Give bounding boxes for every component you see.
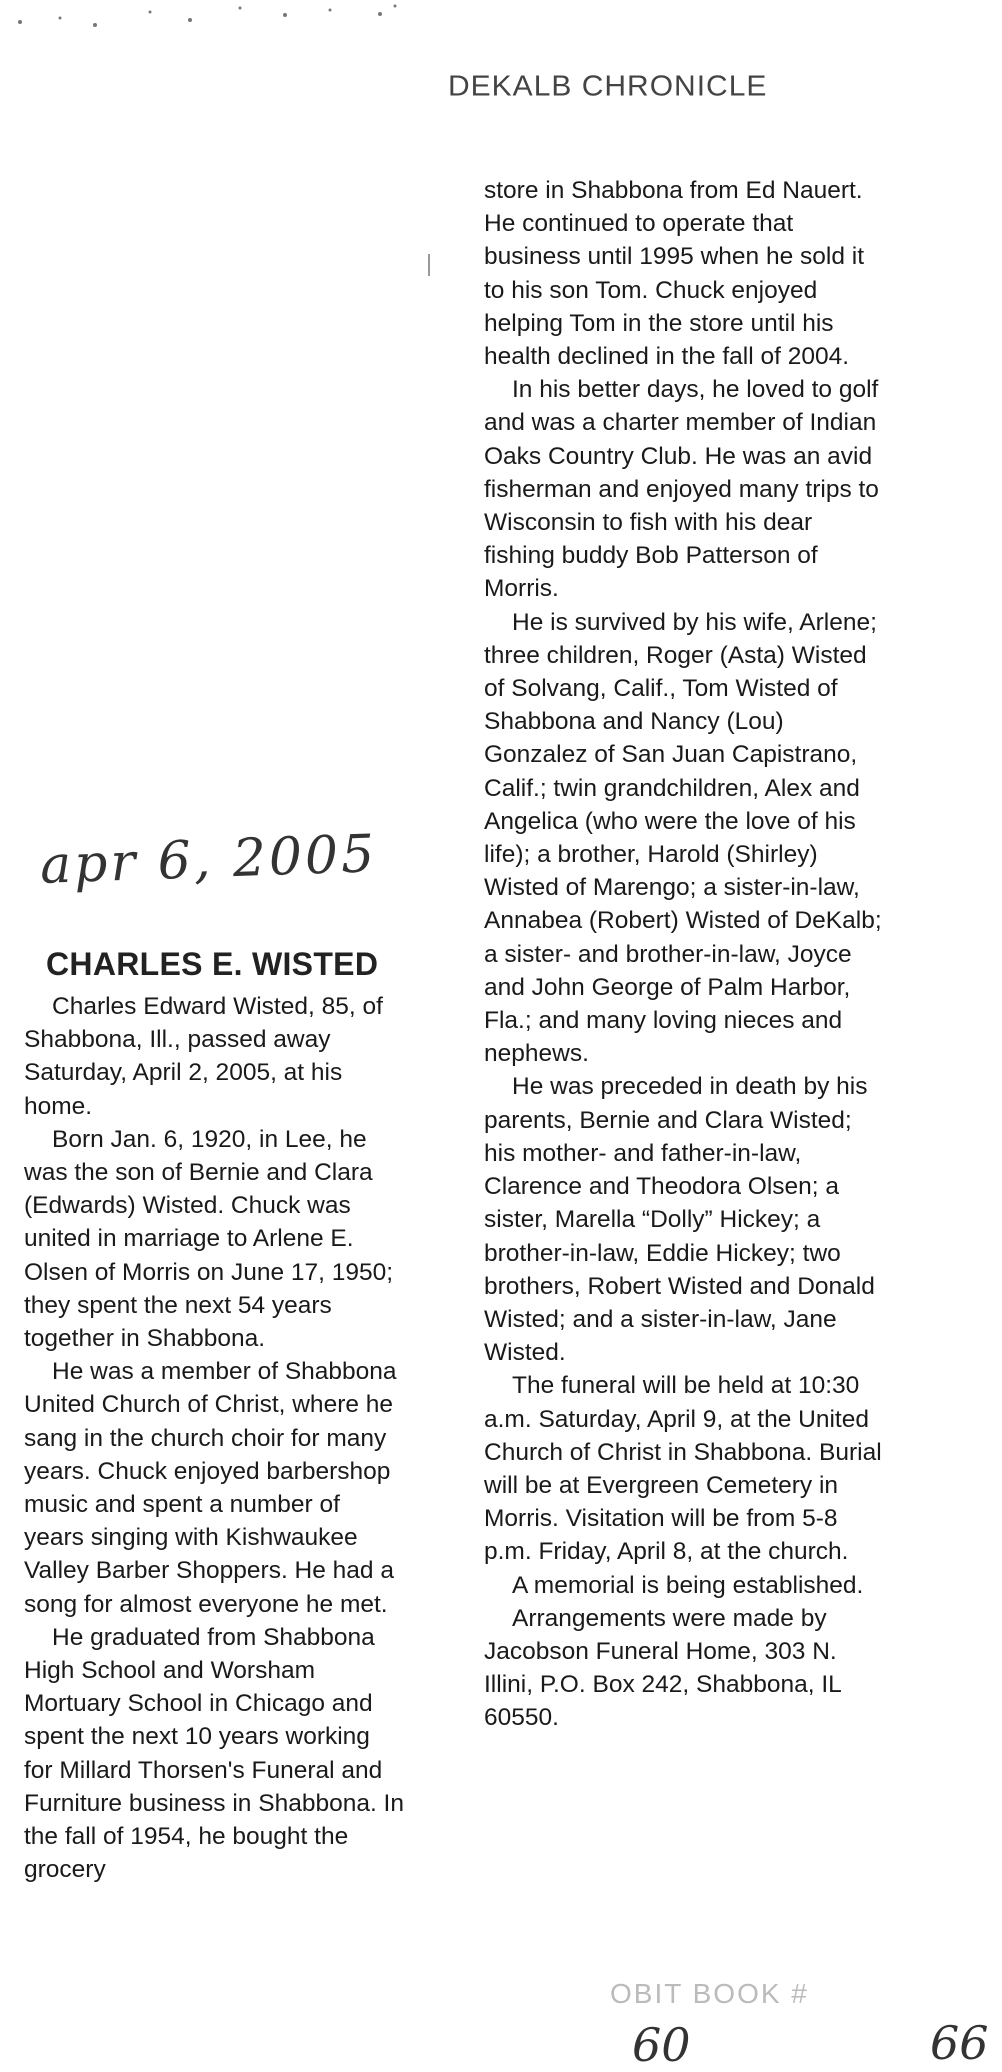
obituary-headline: CHARLES E. WISTED (46, 946, 379, 982)
paragraph: He is survived by his wife, Arlene; three children, Roger (Asta) Wisted of Solvang, Calif., Tom Wisted of Shabbona and Nancy (Lou) Gonzalez of San Juan Capistrano, Calif.; twin grandchildren, Alex and Angelica (who were the love of his life); a brother, Harold (Shirley) Wisted of Marengo; a sister-in-law, Annabea (Robert) Wisted of DeKalb; a sister- and brother-in-law, Joyce and John George of Palm Harbor, Fla.; and many loving nieces and nephews. (484, 608, 882, 1068)
scan-mark (428, 254, 430, 276)
paragraph: Born Jan. 6, 1920, in Lee, he was the son of Bernie and Clara (Edwards) Wisted. Chuck was united in marriage to Arlene E. Olsen of Morris on June 17, 1950; they spent the next 54 years together in Shabbona. (24, 1125, 394, 1353)
handwritten-book-number: 60 (632, 2018, 691, 2072)
paragraph: The funeral will be held at 10:30 a.m. Saturday, April 9, at the United Church of Christ in Shabbona. Burial will be at Evergreen Cemetery in Morris. Visitation will be from 5-8 p.m. Friday, April 8, at the church. (484, 1372, 882, 1566)
paragraph: Charles Edward Wisted, 85, of Shabbona, Ill., passed away Saturday, April 2, 2005, at his home. (24, 993, 383, 1120)
paragraph: In his better days, he loved to golf and was a charter member of Indian Oaks Country Club. He was an avid fisherman and enjoyed many trips to Wisconsin to fish with his dear fishing buddy Bob Patterson of Morris. (484, 376, 879, 603)
handwritten-date: apr 6, 2005 (39, 824, 379, 896)
left-column (24, 990, 404, 1886)
newspaper-masthead: DEKALB CHRONICLE (448, 70, 768, 103)
paragraph: Arrangements were made by Jacobson Funeral Home, 303 N. Illini, P.O. Box 242, Shabbona, IL 60550. (484, 1604, 841, 1732)
obit-book-stamp: OBIT BOOK # (610, 1978, 809, 2009)
paragraph: store in Shabbona from Ed Nauert. He continued to operate that business until 1995 when he sold it to his son Tom. Chuck enjoyed helping Tom in the store until his health declined in the fall of 2004. (484, 177, 865, 371)
scan-specks (0, 0, 420, 40)
handwritten-page-number: 66 (930, 2016, 989, 2070)
paragraph: He graduated from Shabbona High School and Worsham Mortuary School in Chicago and spent the next 10 years working for Millard Thorsen's Funeral and Furniture business in Shabbona. In the fall of 1954, he bought the grocery (24, 1623, 404, 1884)
right-column (484, 174, 884, 1735)
paragraph: He was a member of Shabbona United Church of Christ, where he sang in the church choir for many years. Chuck enjoyed barbershop music and spent a number of years singing with Kishwaukee Valley Barber Shoppers. He had a song for almost everyone he met. (24, 1358, 397, 1618)
paragraph: A memorial is being established. (512, 1571, 864, 1599)
paragraph: He was preceded in death by his parents, Bernie and Clara Wisted; his mother- and father-in-law, Clarence and Theodora Olsen; a sister, Marella “Dolly” Hickey; a brother-in-law, Eddie Hickey; two brothers, Robert Wisted and Donald Wisted; and a sister-in-law, Jane Wisted. (484, 1073, 875, 1367)
